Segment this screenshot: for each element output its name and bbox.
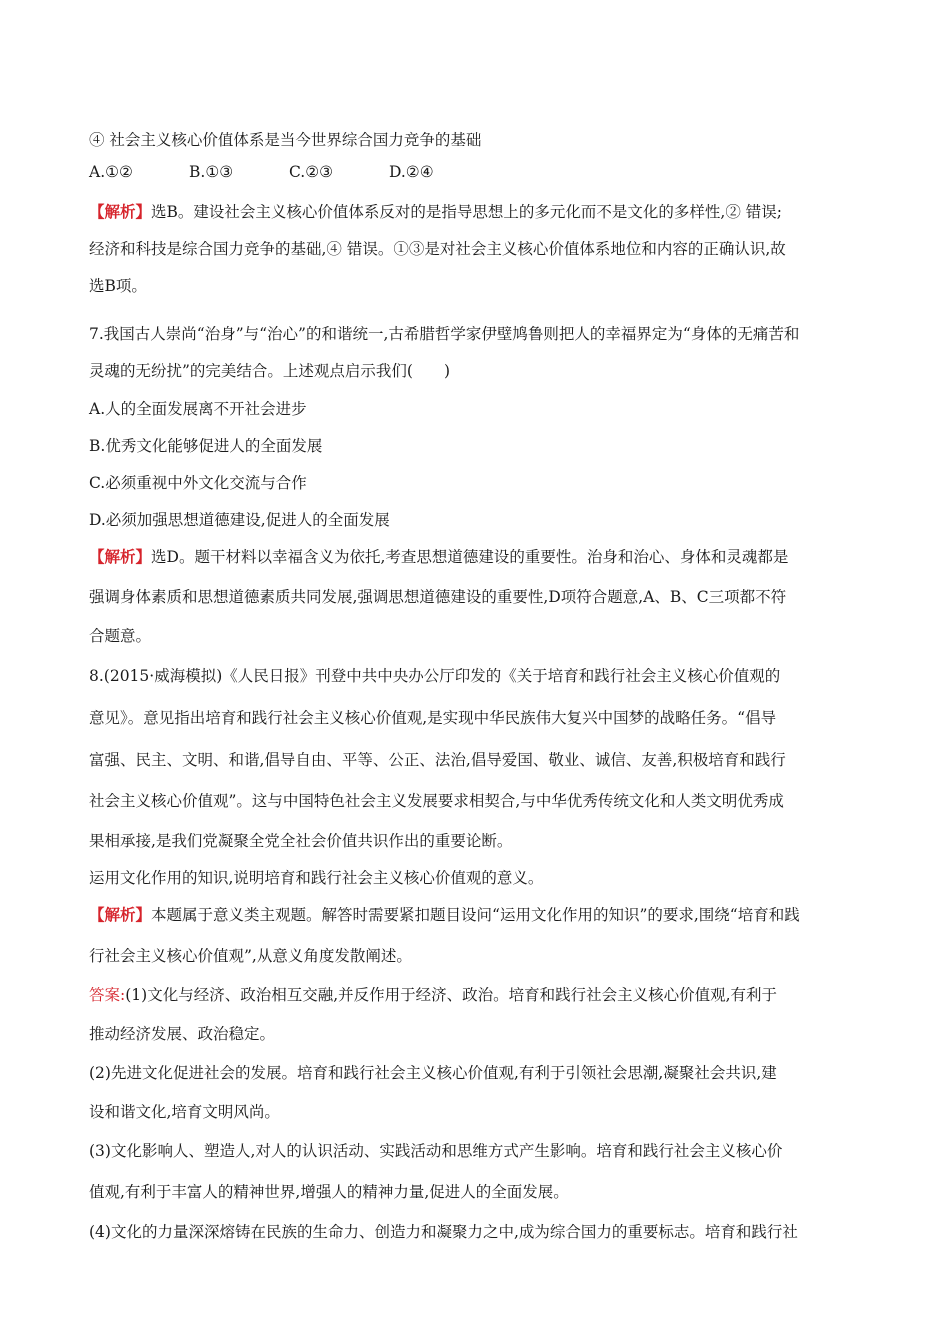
q8-answer-line-4: 设和谐文化,培育文明风尚。 xyxy=(89,1103,280,1121)
q7-option-d: D.必须加强思想道德建设,促进人的全面发展 xyxy=(89,511,390,529)
q6-analysis-line-2: 经济和科技是综合国力竞争的基础,④ 错误。①③是对社会主义核心价值体系地位和内容的正确认识,故 xyxy=(89,240,786,258)
analysis-tag: 【解析】 xyxy=(89,905,152,924)
q8-stem-line-3: 富强、民主、文明、和谐,倡导自由、平等、公正、法治,倡导爱国、敬业、诚信、友善,积极培育和践行 xyxy=(89,751,786,769)
q8-analysis-line-2: 行社会主义核心价值观”,从意义角度发散阐述。 xyxy=(89,947,412,965)
analysis-tag: 【解析】 xyxy=(89,202,152,221)
q7-option-c: C.必须重视中外文化交流与合作 xyxy=(89,474,307,492)
q8-answer-line-1: 答案:(1)文化与经济、政治相互交融,并反作用于经济、政治。培育和践行社会主义核心价值观,有利于 xyxy=(89,986,778,1004)
q6-options xyxy=(89,163,869,181)
q8-answer-line-5: (3)文化影响人、塑造人,对人的认识活动、实践活动和思维方式产生影响。培育和践行社会主义核心价 xyxy=(89,1142,783,1160)
q8-analysis-line-1: 【解析】本题属于意义类主观题。解答时需要紧扣题目设问“运用文化作用的知识”的要求,围绕“培育和践 xyxy=(89,905,800,924)
q8-answer-line-7: (4)文化的力量深深熔铸在民族的生命力、创造力和凝聚力之中,成为综合国力的重要标志。培育和践行社 xyxy=(89,1223,798,1241)
answer-tag: 答案: xyxy=(89,986,126,1004)
q8-question: 运用文化作用的知识,说明培育和践行社会主义核心价值观的意义。 xyxy=(89,869,544,887)
q7-stem-line-2: 灵魂的无纷扰”的完美结合。上述观点启示我们( ) xyxy=(89,362,451,380)
q8-answer-line-6: 值观,有利于丰富人的精神世界,增强人的精神力量,促进人的全面发展。 xyxy=(89,1183,569,1201)
q7-analysis-line-1: 【解析】选D。题干材料以幸福含义为依托,考查思想道德建设的重要性。治身和治心、身体和灵魂都是 xyxy=(89,547,789,566)
q8-answer-line-2: 推动经济发展、政治稳定。 xyxy=(89,1025,276,1043)
q7-option-a: A.人的全面发展离不开社会进步 xyxy=(89,400,307,418)
q6-analysis-line-1: 【解析】选B。建设社会主义核心价值体系反对的是指导思想上的多元化而不是文化的多样性,② 错误; xyxy=(89,202,782,221)
q7-stem-line-1: 7.我国古人崇尚“治身”与“治心”的和谐统一,古希腊哲学家伊壁鸠鲁则把人的幸福界定为“身体的无痛苦和 xyxy=(89,325,800,343)
analysis-tag: 【解析】 xyxy=(89,547,152,566)
q8-stem-line-1: 8.(2015·威海模拟)《人民日报》刊登中共中央办公厅印发的《关于培育和践行社会主义核心价值观的 xyxy=(89,667,781,685)
q7-analysis-line-3: 合题意。 xyxy=(89,627,152,645)
q8-stem-line-2: 意见》。意见指出培育和践行社会主义核心价值观,是实现中华民族伟大复兴中国梦的战略任务。“倡导 xyxy=(89,709,777,727)
q6-analysis-line-3: 选B项。 xyxy=(89,277,147,295)
q6-option-c: C.②③ xyxy=(289,163,334,181)
q8-stem-line-5: 果相承接,是我们党凝聚全党全社会价值共识作出的重要论断。 xyxy=(89,832,513,850)
q6-option-b: B.①③ xyxy=(189,163,234,181)
q7-analysis-line-2: 强调身体素质和思想道德素质共同发展,强调思想道德建设的重要性,D项符合题意,A、B、C三项都不符 xyxy=(89,588,787,606)
q7-option-b: B.优秀文化能够促进人的全面发展 xyxy=(89,437,323,455)
q8-stem-line-4: 社会主义核心价值观”。这与中国特色社会主义发展要求相契合,与中华优秀传统文化和人类文明优秀成 xyxy=(89,792,784,810)
q6-option-a: A.①② xyxy=(89,163,133,181)
q8-answer-line-3: (2)先进文化促进社会的发展。培育和践行社会主义核心价值观,有利于引领社会思潮,凝聚社会共识,建 xyxy=(89,1064,777,1082)
q6-statement-4: ④ 社会主义核心价值体系是当今世界综合国力竞争的基础 xyxy=(89,131,482,149)
q6-option-d: D.②④ xyxy=(389,163,434,181)
